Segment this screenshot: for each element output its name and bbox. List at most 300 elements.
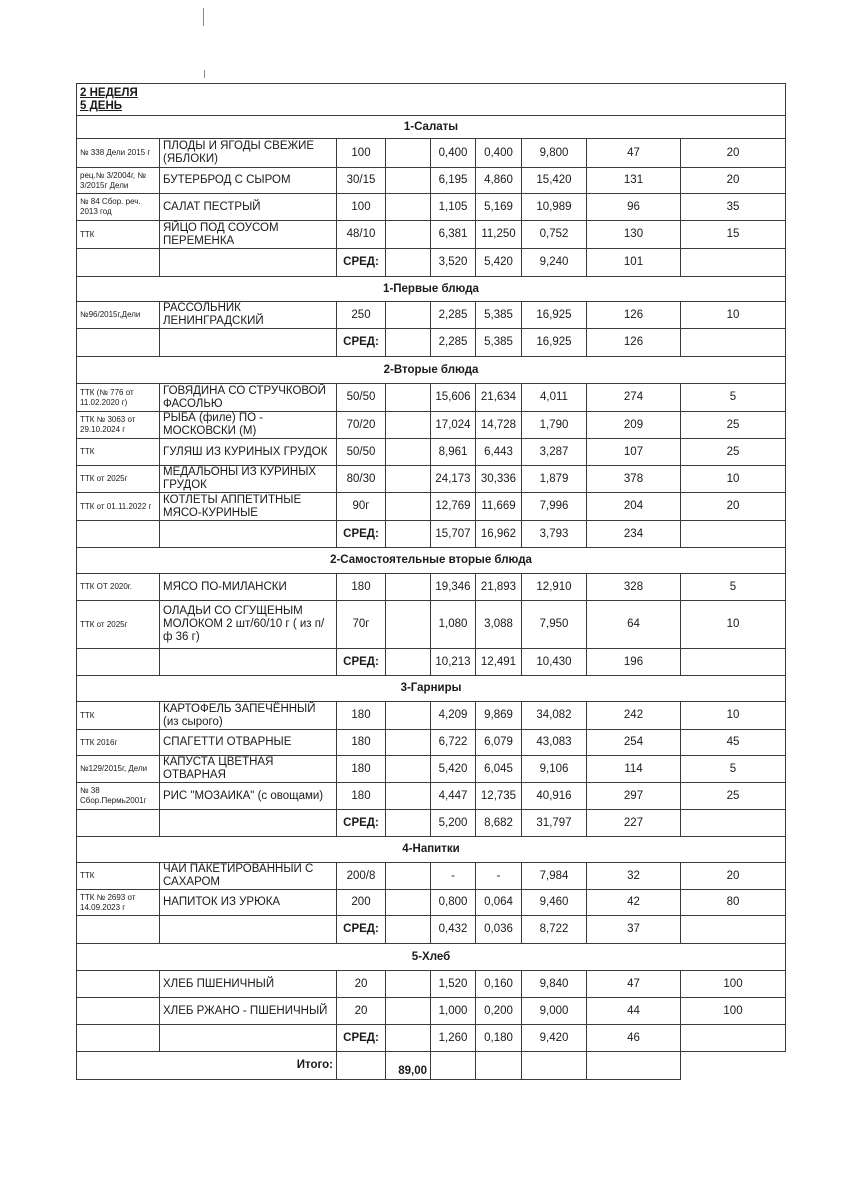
- average-kcal: 46: [587, 1025, 681, 1052]
- carbs-cell: 15,420: [522, 168, 587, 194]
- column-9-cell: 5: [681, 756, 786, 783]
- dish-name-cell: НАПИТОК ИЗ УРЮКА: [160, 890, 337, 916]
- header-row: [77, 84, 786, 116]
- empty-cell: [681, 521, 786, 548]
- average-label: СРЕД:: [337, 1025, 386, 1052]
- average-row: [77, 249, 786, 277]
- carbs-cell: 7,996: [522, 493, 587, 521]
- price-cell: [386, 756, 431, 783]
- week-label: 2 НЕДЕЛЯ: [80, 86, 138, 99]
- average-kcal: 227: [587, 810, 681, 837]
- empty-cell: [160, 1025, 337, 1052]
- protein-cell: 4,447: [431, 783, 476, 810]
- portion-cell: 180: [337, 756, 386, 783]
- fat-cell: 0,400: [476, 139, 522, 168]
- protein-cell: -: [431, 863, 476, 890]
- carbs-cell: 7,984: [522, 863, 587, 890]
- empty-cell: [681, 329, 786, 357]
- protein-cell: 4,209: [431, 702, 476, 730]
- dish-row: [77, 971, 786, 998]
- dish-name-cell: КАПУСТА ЦВЕТНАЯ ОТВАРНАЯ: [160, 756, 337, 783]
- price-cell: [386, 139, 431, 168]
- column-9-cell: 10: [681, 601, 786, 649]
- column-9-cell: 35: [681, 194, 786, 221]
- price-cell: [386, 493, 431, 521]
- price-cell: [386, 730, 431, 756]
- average-label: СРЕД:: [337, 329, 386, 357]
- fat-cell: 6,079: [476, 730, 522, 756]
- empty-cell: [681, 649, 786, 676]
- section-title: 1-Первые блюда: [77, 277, 786, 302]
- price-cell: [386, 971, 431, 998]
- section-title: 2-Вторые блюда: [77, 357, 786, 384]
- empty-cell: [681, 916, 786, 944]
- fat-cell: 9,869: [476, 702, 522, 730]
- empty-cell: [77, 521, 160, 548]
- dish-row: [77, 194, 786, 221]
- empty-cell: [386, 810, 431, 837]
- portion-cell: 70г: [337, 601, 386, 649]
- carbs-cell: 1,790: [522, 412, 587, 439]
- portion-cell: 200: [337, 890, 386, 916]
- dish-name-cell: РАССОЛЬНИК ЛЕНИНГРАДСКИЙ: [160, 302, 337, 329]
- column-9-cell: 20: [681, 139, 786, 168]
- average-row: [77, 329, 786, 357]
- protein-cell: 1,105: [431, 194, 476, 221]
- fat-cell: 6,045: [476, 756, 522, 783]
- dish-row: [77, 302, 786, 329]
- recipe-ref-cell: № 338 Дели 2015 г: [77, 139, 160, 168]
- section-title: 1-Салаты: [77, 116, 786, 139]
- fat-cell: 11,250: [476, 221, 522, 249]
- average-row: [77, 649, 786, 676]
- column-9-cell: 5: [681, 384, 786, 412]
- recipe-ref-cell: ТТК (№ 776 от 11.02.2020 г): [77, 384, 160, 412]
- fat-cell: 30,336: [476, 466, 522, 493]
- price-cell: [386, 466, 431, 493]
- scan-mark: [203, 8, 204, 26]
- kcal-cell: 378: [587, 466, 681, 493]
- kcal-cell: 130: [587, 221, 681, 249]
- kcal-cell: 64: [587, 601, 681, 649]
- price-cell: [386, 412, 431, 439]
- average-protein: 3,520: [431, 249, 476, 277]
- price-cell: [386, 702, 431, 730]
- fat-cell: 11,669: [476, 493, 522, 521]
- dish-row: [77, 756, 786, 783]
- carbs-cell: 9,460: [522, 890, 587, 916]
- kcal-cell: 242: [587, 702, 681, 730]
- column-9-cell: 5: [681, 574, 786, 601]
- dish-row: [77, 783, 786, 810]
- empty-cell: [522, 1052, 587, 1080]
- fat-cell: 21,634: [476, 384, 522, 412]
- dish-name-cell: ЯЙЦО ПОД СОУСОМ ПЕРЕМЕНКА: [160, 221, 337, 249]
- fat-cell: 6,443: [476, 439, 522, 466]
- portion-cell: 180: [337, 574, 386, 601]
- recipe-ref-cell: ТТК: [77, 702, 160, 730]
- column-9-cell: 100: [681, 998, 786, 1025]
- dish-row: [77, 493, 786, 521]
- kcal-cell: 44: [587, 998, 681, 1025]
- dish-row: [77, 574, 786, 601]
- empty-cell: [77, 649, 160, 676]
- menu-table-body: [77, 84, 786, 1080]
- fat-cell: 0,200: [476, 998, 522, 1025]
- carbs-cell: 0,752: [522, 221, 587, 249]
- portion-cell: 90г: [337, 493, 386, 521]
- portion-cell: 50/50: [337, 439, 386, 466]
- empty-cell: [386, 1025, 431, 1052]
- protein-cell: 6,722: [431, 730, 476, 756]
- section-header-row: [77, 548, 786, 574]
- average-kcal: 37: [587, 916, 681, 944]
- protein-cell: 19,346: [431, 574, 476, 601]
- dish-name-cell: ХЛЕБ РЖАНО - ПШЕНИЧНЫЙ: [160, 998, 337, 1025]
- recipe-ref-cell: ТТК: [77, 863, 160, 890]
- price-cell: [386, 863, 431, 890]
- kcal-cell: 328: [587, 574, 681, 601]
- carbs-cell: 9,000: [522, 998, 587, 1025]
- average-kcal: 196: [587, 649, 681, 676]
- kcal-cell: 297: [587, 783, 681, 810]
- protein-cell: 24,173: [431, 466, 476, 493]
- price-cell: [386, 384, 431, 412]
- empty-cell: [386, 249, 431, 277]
- dish-name-cell: ГУЛЯШ ИЗ КУРИНЫХ ГРУДОК: [160, 439, 337, 466]
- fat-cell: 4,860: [476, 168, 522, 194]
- dish-row: [77, 168, 786, 194]
- section-title: 4-Напитки: [77, 837, 786, 863]
- dish-name-cell: РЫБА (филе) ПО - МОСКОВСКИ (М): [160, 412, 337, 439]
- section-title: 3-Гарниры: [77, 676, 786, 702]
- carbs-cell: 7,950: [522, 601, 587, 649]
- dish-row: [77, 221, 786, 249]
- recipe-ref-cell: ТТК: [77, 439, 160, 466]
- fat-cell: 3,088: [476, 601, 522, 649]
- average-protein: 5,200: [431, 810, 476, 837]
- empty-cell: [386, 916, 431, 944]
- carbs-cell: 9,106: [522, 756, 587, 783]
- day-label: 5 ДЕНЬ: [80, 99, 123, 112]
- empty-cell: [160, 810, 337, 837]
- total-row: [77, 1052, 786, 1080]
- total-value: 89,00: [386, 1052, 431, 1080]
- portion-cell: 250: [337, 302, 386, 329]
- dish-row: [77, 863, 786, 890]
- portion-cell: 180: [337, 783, 386, 810]
- fat-cell: 5,385: [476, 302, 522, 329]
- empty-cell: [386, 649, 431, 676]
- dish-row: [77, 439, 786, 466]
- average-label: СРЕД:: [337, 521, 386, 548]
- recipe-ref-cell: рец.№ 3/2004г, № 3/2015г Дели: [77, 168, 160, 194]
- column-9-cell: 45: [681, 730, 786, 756]
- empty-cell: [476, 1052, 522, 1080]
- empty-cell: [77, 1025, 160, 1052]
- column-9-cell: 15: [681, 221, 786, 249]
- dish-row: [77, 702, 786, 730]
- average-label: СРЕД:: [337, 249, 386, 277]
- average-kcal: 234: [587, 521, 681, 548]
- protein-cell: 1,000: [431, 998, 476, 1025]
- average-fat: 0,180: [476, 1025, 522, 1052]
- portion-cell: 20: [337, 971, 386, 998]
- portion-cell: 180: [337, 702, 386, 730]
- fat-cell: -: [476, 863, 522, 890]
- average-protein: 1,260: [431, 1025, 476, 1052]
- average-protein: 15,707: [431, 521, 476, 548]
- kcal-cell: 209: [587, 412, 681, 439]
- dish-name-cell: МЯСО ПО-МИЛАНСКИ: [160, 574, 337, 601]
- protein-cell: 2,285: [431, 302, 476, 329]
- price-cell: [386, 783, 431, 810]
- dish-name-cell: КАРТОФЕЛЬ ЗАПЕЧЁННЫЙ (из сырого): [160, 702, 337, 730]
- dish-row: [77, 601, 786, 649]
- fat-cell: 5,169: [476, 194, 522, 221]
- portion-cell: 50/50: [337, 384, 386, 412]
- average-label: СРЕД:: [337, 649, 386, 676]
- empty-cell: [681, 249, 786, 277]
- average-carbs: 8,722: [522, 916, 587, 944]
- recipe-ref-cell: ТТК ОТ 2020г.: [77, 574, 160, 601]
- kcal-cell: 32: [587, 863, 681, 890]
- recipe-ref-cell: ТТК № 3063 от 29.10.2024 г: [77, 412, 160, 439]
- dish-name-cell: МЕДАЛЬОНЫ ИЗ КУРИНЫХ ГРУДОК: [160, 466, 337, 493]
- price-cell: [386, 574, 431, 601]
- kcal-cell: 204: [587, 493, 681, 521]
- price-cell: [386, 601, 431, 649]
- empty-cell: [77, 249, 160, 277]
- empty-cell: [681, 1025, 786, 1052]
- average-row: [77, 916, 786, 944]
- average-protein: 10,213: [431, 649, 476, 676]
- recipe-ref-cell: ТТК: [77, 221, 160, 249]
- average-row: [77, 1025, 786, 1052]
- kcal-cell: 131: [587, 168, 681, 194]
- recipe-ref-cell: № 38 Сбор.Пермь2001г: [77, 783, 160, 810]
- portion-cell: 48/10: [337, 221, 386, 249]
- portion-cell: 180: [337, 730, 386, 756]
- kcal-cell: 96: [587, 194, 681, 221]
- column-9-cell: 100: [681, 971, 786, 998]
- average-carbs: 3,793: [522, 521, 587, 548]
- column-9-cell: 25: [681, 783, 786, 810]
- price-cell: [386, 998, 431, 1025]
- empty-cell: [77, 329, 160, 357]
- recipe-ref-cell: № 84 Сбор. реч. 2013 год: [77, 194, 160, 221]
- dish-name-cell: ПЛОДЫ И ЯГОДЫ СВЕЖИЕ (ЯБЛОКИ): [160, 139, 337, 168]
- protein-cell: 1,080: [431, 601, 476, 649]
- dish-name-cell: ХЛЕБ ПШЕНИЧНЫЙ: [160, 971, 337, 998]
- dish-name-cell: КОТЛЕТЫ АППЕТИТНЫЕ МЯСО-КУРИНЫЕ: [160, 493, 337, 521]
- column-9-cell: 20: [681, 168, 786, 194]
- kcal-cell: 126: [587, 302, 681, 329]
- empty-cell: [160, 521, 337, 548]
- empty-cell: [160, 249, 337, 277]
- average-fat: 5,420: [476, 249, 522, 277]
- average-label: СРЕД:: [337, 916, 386, 944]
- price-cell: [386, 302, 431, 329]
- carbs-cell: 12,910: [522, 574, 587, 601]
- protein-cell: 0,800: [431, 890, 476, 916]
- protein-cell: 12,769: [431, 493, 476, 521]
- protein-cell: 17,024: [431, 412, 476, 439]
- section-header-row: [77, 837, 786, 863]
- protein-cell: 6,381: [431, 221, 476, 249]
- average-row: [77, 810, 786, 837]
- empty-cell: [386, 521, 431, 548]
- section-header-row: [77, 944, 786, 971]
- carbs-cell: 4,011: [522, 384, 587, 412]
- column-9-cell: 10: [681, 702, 786, 730]
- protein-cell: 8,961: [431, 439, 476, 466]
- average-row: [77, 521, 786, 548]
- empty-cell: [681, 810, 786, 837]
- average-protein: 2,285: [431, 329, 476, 357]
- carbs-cell: 43,083: [522, 730, 587, 756]
- carbs-cell: 9,840: [522, 971, 587, 998]
- portion-cell: 100: [337, 139, 386, 168]
- column-9-cell: 80: [681, 890, 786, 916]
- carbs-cell: 9,800: [522, 139, 587, 168]
- average-fat: 5,385: [476, 329, 522, 357]
- protein-cell: 0,400: [431, 139, 476, 168]
- column-9-cell: 25: [681, 439, 786, 466]
- average-carbs: 16,925: [522, 329, 587, 357]
- section-header-row: [77, 277, 786, 302]
- portion-cell: 100: [337, 194, 386, 221]
- kcal-cell: 114: [587, 756, 681, 783]
- carbs-cell: 1,879: [522, 466, 587, 493]
- fat-cell: 21,893: [476, 574, 522, 601]
- protein-cell: 1,520: [431, 971, 476, 998]
- recipe-ref-cell: ТТК от 2025г: [77, 601, 160, 649]
- carbs-cell: 16,925: [522, 302, 587, 329]
- average-fat: 12,491: [476, 649, 522, 676]
- fat-cell: 0,064: [476, 890, 522, 916]
- menu-table: [76, 83, 786, 1080]
- empty-cell: [77, 916, 160, 944]
- portion-cell: 70/20: [337, 412, 386, 439]
- dish-row: [77, 730, 786, 756]
- average-kcal: 126: [587, 329, 681, 357]
- recipe-ref-cell: ТТК 2016г: [77, 730, 160, 756]
- average-carbs: 10,430: [522, 649, 587, 676]
- kcal-cell: 254: [587, 730, 681, 756]
- price-cell: [386, 168, 431, 194]
- portion-cell: 20: [337, 998, 386, 1025]
- average-fat: 8,682: [476, 810, 522, 837]
- empty-cell: [160, 916, 337, 944]
- fat-cell: 14,728: [476, 412, 522, 439]
- carbs-cell: 34,082: [522, 702, 587, 730]
- recipe-ref-cell: [77, 971, 160, 998]
- kcal-cell: 42: [587, 890, 681, 916]
- price-cell: [386, 194, 431, 221]
- column-9-cell: 10: [681, 466, 786, 493]
- dish-name-cell: СПАГЕТТИ ОТВАРНЫЕ: [160, 730, 337, 756]
- dish-row: [77, 890, 786, 916]
- fat-cell: 12,735: [476, 783, 522, 810]
- empty-cell: [386, 329, 431, 357]
- average-kcal: 101: [587, 249, 681, 277]
- kcal-cell: 107: [587, 439, 681, 466]
- total-label: Итого:: [77, 1052, 337, 1080]
- average-carbs: 9,240: [522, 249, 587, 277]
- fat-cell: 0,160: [476, 971, 522, 998]
- average-label: СРЕД:: [337, 810, 386, 837]
- section-header-row: [77, 676, 786, 702]
- empty-cell: [431, 1052, 476, 1080]
- average-fat: 16,962: [476, 521, 522, 548]
- kcal-cell: 274: [587, 384, 681, 412]
- carbs-cell: 10,989: [522, 194, 587, 221]
- average-carbs: 9,420: [522, 1025, 587, 1052]
- protein-cell: 5,420: [431, 756, 476, 783]
- kcal-cell: 47: [587, 139, 681, 168]
- carbs-cell: 40,916: [522, 783, 587, 810]
- dish-name-cell: САЛАТ ПЕСТРЫЙ: [160, 194, 337, 221]
- section-header-row: [77, 357, 786, 384]
- empty-cell: [587, 1052, 681, 1080]
- section-header-row: [77, 116, 786, 139]
- recipe-ref-cell: ТТК от 01.11.2022 г: [77, 493, 160, 521]
- empty-cell: [160, 649, 337, 676]
- carbs-cell: 3,287: [522, 439, 587, 466]
- average-carbs: 31,797: [522, 810, 587, 837]
- kcal-cell: 47: [587, 971, 681, 998]
- empty-cell: [337, 1052, 386, 1080]
- average-fat: 0,036: [476, 916, 522, 944]
- section-title: 2-Самостоятельные вторые блюда: [77, 548, 786, 574]
- recipe-ref-cell: №129/2015г, Дели: [77, 756, 160, 783]
- dish-name-cell: ГОВЯДИНА СО СТРУЧКОВОЙ ФАСОЛЬЮ: [160, 384, 337, 412]
- average-protein: 0,432: [431, 916, 476, 944]
- dish-row: [77, 412, 786, 439]
- section-title: 5-Хлеб: [77, 944, 786, 971]
- column-9-cell: 25: [681, 412, 786, 439]
- portion-cell: 30/15: [337, 168, 386, 194]
- recipe-ref-cell: [77, 998, 160, 1025]
- protein-cell: 6,195: [431, 168, 476, 194]
- dish-name-cell: ОЛАДЬИ СО СГУЩЕНЫМ МОЛОКОМ 2 шт/60/10 г ( из п/ф 36 г): [160, 601, 337, 649]
- column-9-cell: 20: [681, 493, 786, 521]
- price-cell: [386, 439, 431, 466]
- dish-name-cell: РИС "МОЗАИКА" (с овощами): [160, 783, 337, 810]
- price-cell: [386, 890, 431, 916]
- protein-cell: 15,606: [431, 384, 476, 412]
- portion-cell: 200/8: [337, 863, 386, 890]
- dish-row: [77, 466, 786, 493]
- recipe-ref-cell: ТТК № 2693 от 14.09.2023 г: [77, 890, 160, 916]
- scan-mark: [204, 70, 205, 78]
- dish-name-cell: БУТЕРБРОД С СЫРОМ: [160, 168, 337, 194]
- dish-row: [77, 139, 786, 168]
- empty-cell: [160, 329, 337, 357]
- column-9-cell: 10: [681, 302, 786, 329]
- dish-name-cell: ЧАЙ ПАКЕТИРОВАННЫЙ С САХАРОМ: [160, 863, 337, 890]
- recipe-ref-cell: №96/2015г,Дели: [77, 302, 160, 329]
- column-9-cell: 20: [681, 863, 786, 890]
- price-cell: [386, 221, 431, 249]
- dish-row: [77, 384, 786, 412]
- empty-cell: [77, 810, 160, 837]
- portion-cell: 80/30: [337, 466, 386, 493]
- recipe-ref-cell: ТТК от 2025г: [77, 466, 160, 493]
- blank-cell: [681, 1052, 786, 1080]
- dish-row: [77, 998, 786, 1025]
